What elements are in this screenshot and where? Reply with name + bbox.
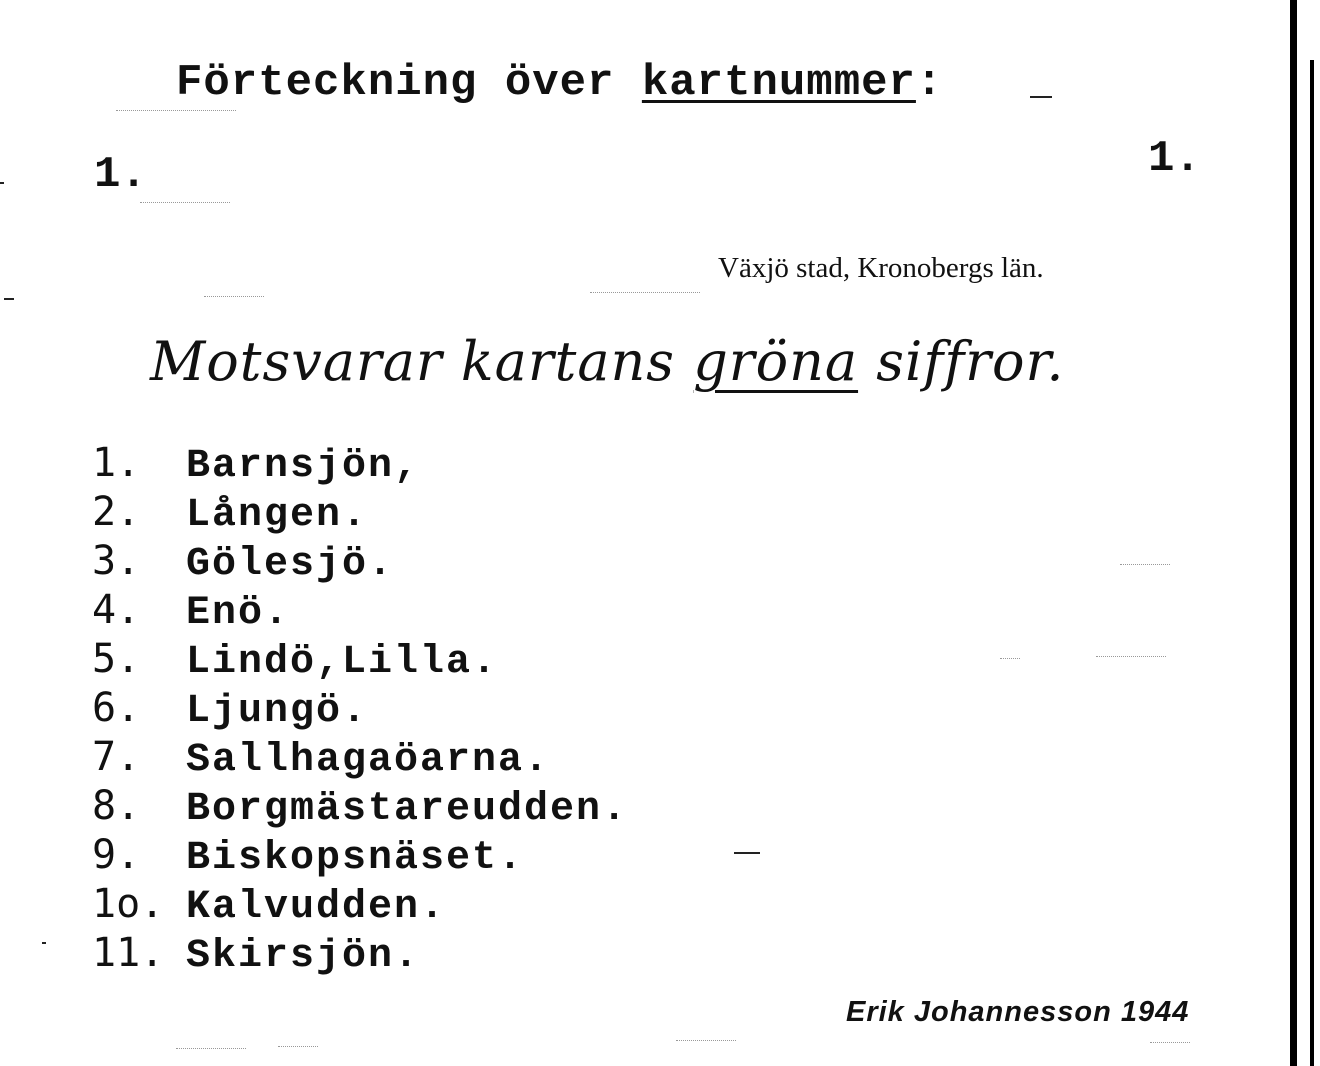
paper-speck xyxy=(140,202,230,204)
list-item xyxy=(92,832,628,881)
paper-speck xyxy=(1150,1042,1190,1044)
ink-dash xyxy=(0,182,4,184)
entry-number: 4. xyxy=(92,587,141,633)
list-item xyxy=(92,881,628,930)
card-title xyxy=(176,58,943,108)
entry-name: Borgmästareudden. xyxy=(186,787,629,832)
entry-name: Enö. xyxy=(186,591,291,636)
ink-dash xyxy=(734,852,760,854)
paper-speck xyxy=(676,1040,736,1042)
handwritten-note-after: siffror. xyxy=(858,330,1065,393)
title-underlined: kartnummer xyxy=(641,58,916,108)
entry-list xyxy=(92,440,628,979)
list-item xyxy=(92,489,628,538)
handwritten-note-before: Motsvarar kartans xyxy=(150,330,694,393)
list-item xyxy=(92,783,628,832)
entry-number: 8. xyxy=(92,783,141,829)
title-suffix: : xyxy=(915,58,944,108)
paper-speck xyxy=(204,296,264,298)
signature: Erik Johannesson 1944 xyxy=(846,996,1190,1028)
entry-number: 11. xyxy=(92,930,165,976)
entry-name: Gölesjö. xyxy=(186,542,395,587)
card-edge xyxy=(1290,0,1297,1066)
entry-name: Skirsjön. xyxy=(186,934,421,979)
entry-name: Barnsjön, xyxy=(186,444,421,489)
paper-speck xyxy=(1096,656,1166,658)
entry-number: 7. xyxy=(92,734,141,780)
ink-dash xyxy=(1030,96,1052,98)
list-item xyxy=(92,440,628,489)
entry-number: 1o. xyxy=(92,881,165,927)
paper-speck xyxy=(278,1046,318,1048)
entry-name: Kalvudden. xyxy=(186,885,447,930)
place-label: Växjö stad, Kronobergs län. xyxy=(718,252,1044,284)
paper-speck xyxy=(176,1048,246,1050)
paper-speck xyxy=(116,110,236,112)
list-item xyxy=(92,538,628,587)
entry-number: 1. xyxy=(92,440,141,486)
list-item xyxy=(92,734,628,783)
list-item xyxy=(92,636,628,685)
entry-name: Lången. xyxy=(186,493,369,538)
list-item xyxy=(92,587,628,636)
entry-number: 2. xyxy=(92,489,141,535)
handwritten-note xyxy=(150,330,1065,393)
card-number-right: 1. xyxy=(1148,134,1201,184)
entry-number: 3. xyxy=(92,538,141,584)
list-item xyxy=(92,930,628,979)
card-number-left: 1. xyxy=(94,150,147,200)
ink-dash xyxy=(42,942,46,944)
entry-name: Sallhagaöarna. xyxy=(186,738,551,783)
entry-name: Ljungö. xyxy=(186,689,369,734)
list-item xyxy=(92,685,628,734)
entry-number: 6. xyxy=(92,685,141,731)
entry-number: 5. xyxy=(92,636,141,682)
paper-speck xyxy=(1000,658,1020,660)
entry-name: Lindö,Lilla. xyxy=(186,640,499,685)
title-prefix: Förteckning över xyxy=(176,58,642,108)
paper-speck xyxy=(590,292,700,294)
handwritten-note-underlined: gröna xyxy=(693,330,859,393)
ink-dash xyxy=(4,298,14,300)
entry-number: 9. xyxy=(92,832,141,878)
card-edge-shadow xyxy=(1310,60,1314,1066)
paper-speck xyxy=(1120,564,1170,566)
entry-name: Biskopsnäset. xyxy=(186,836,525,881)
